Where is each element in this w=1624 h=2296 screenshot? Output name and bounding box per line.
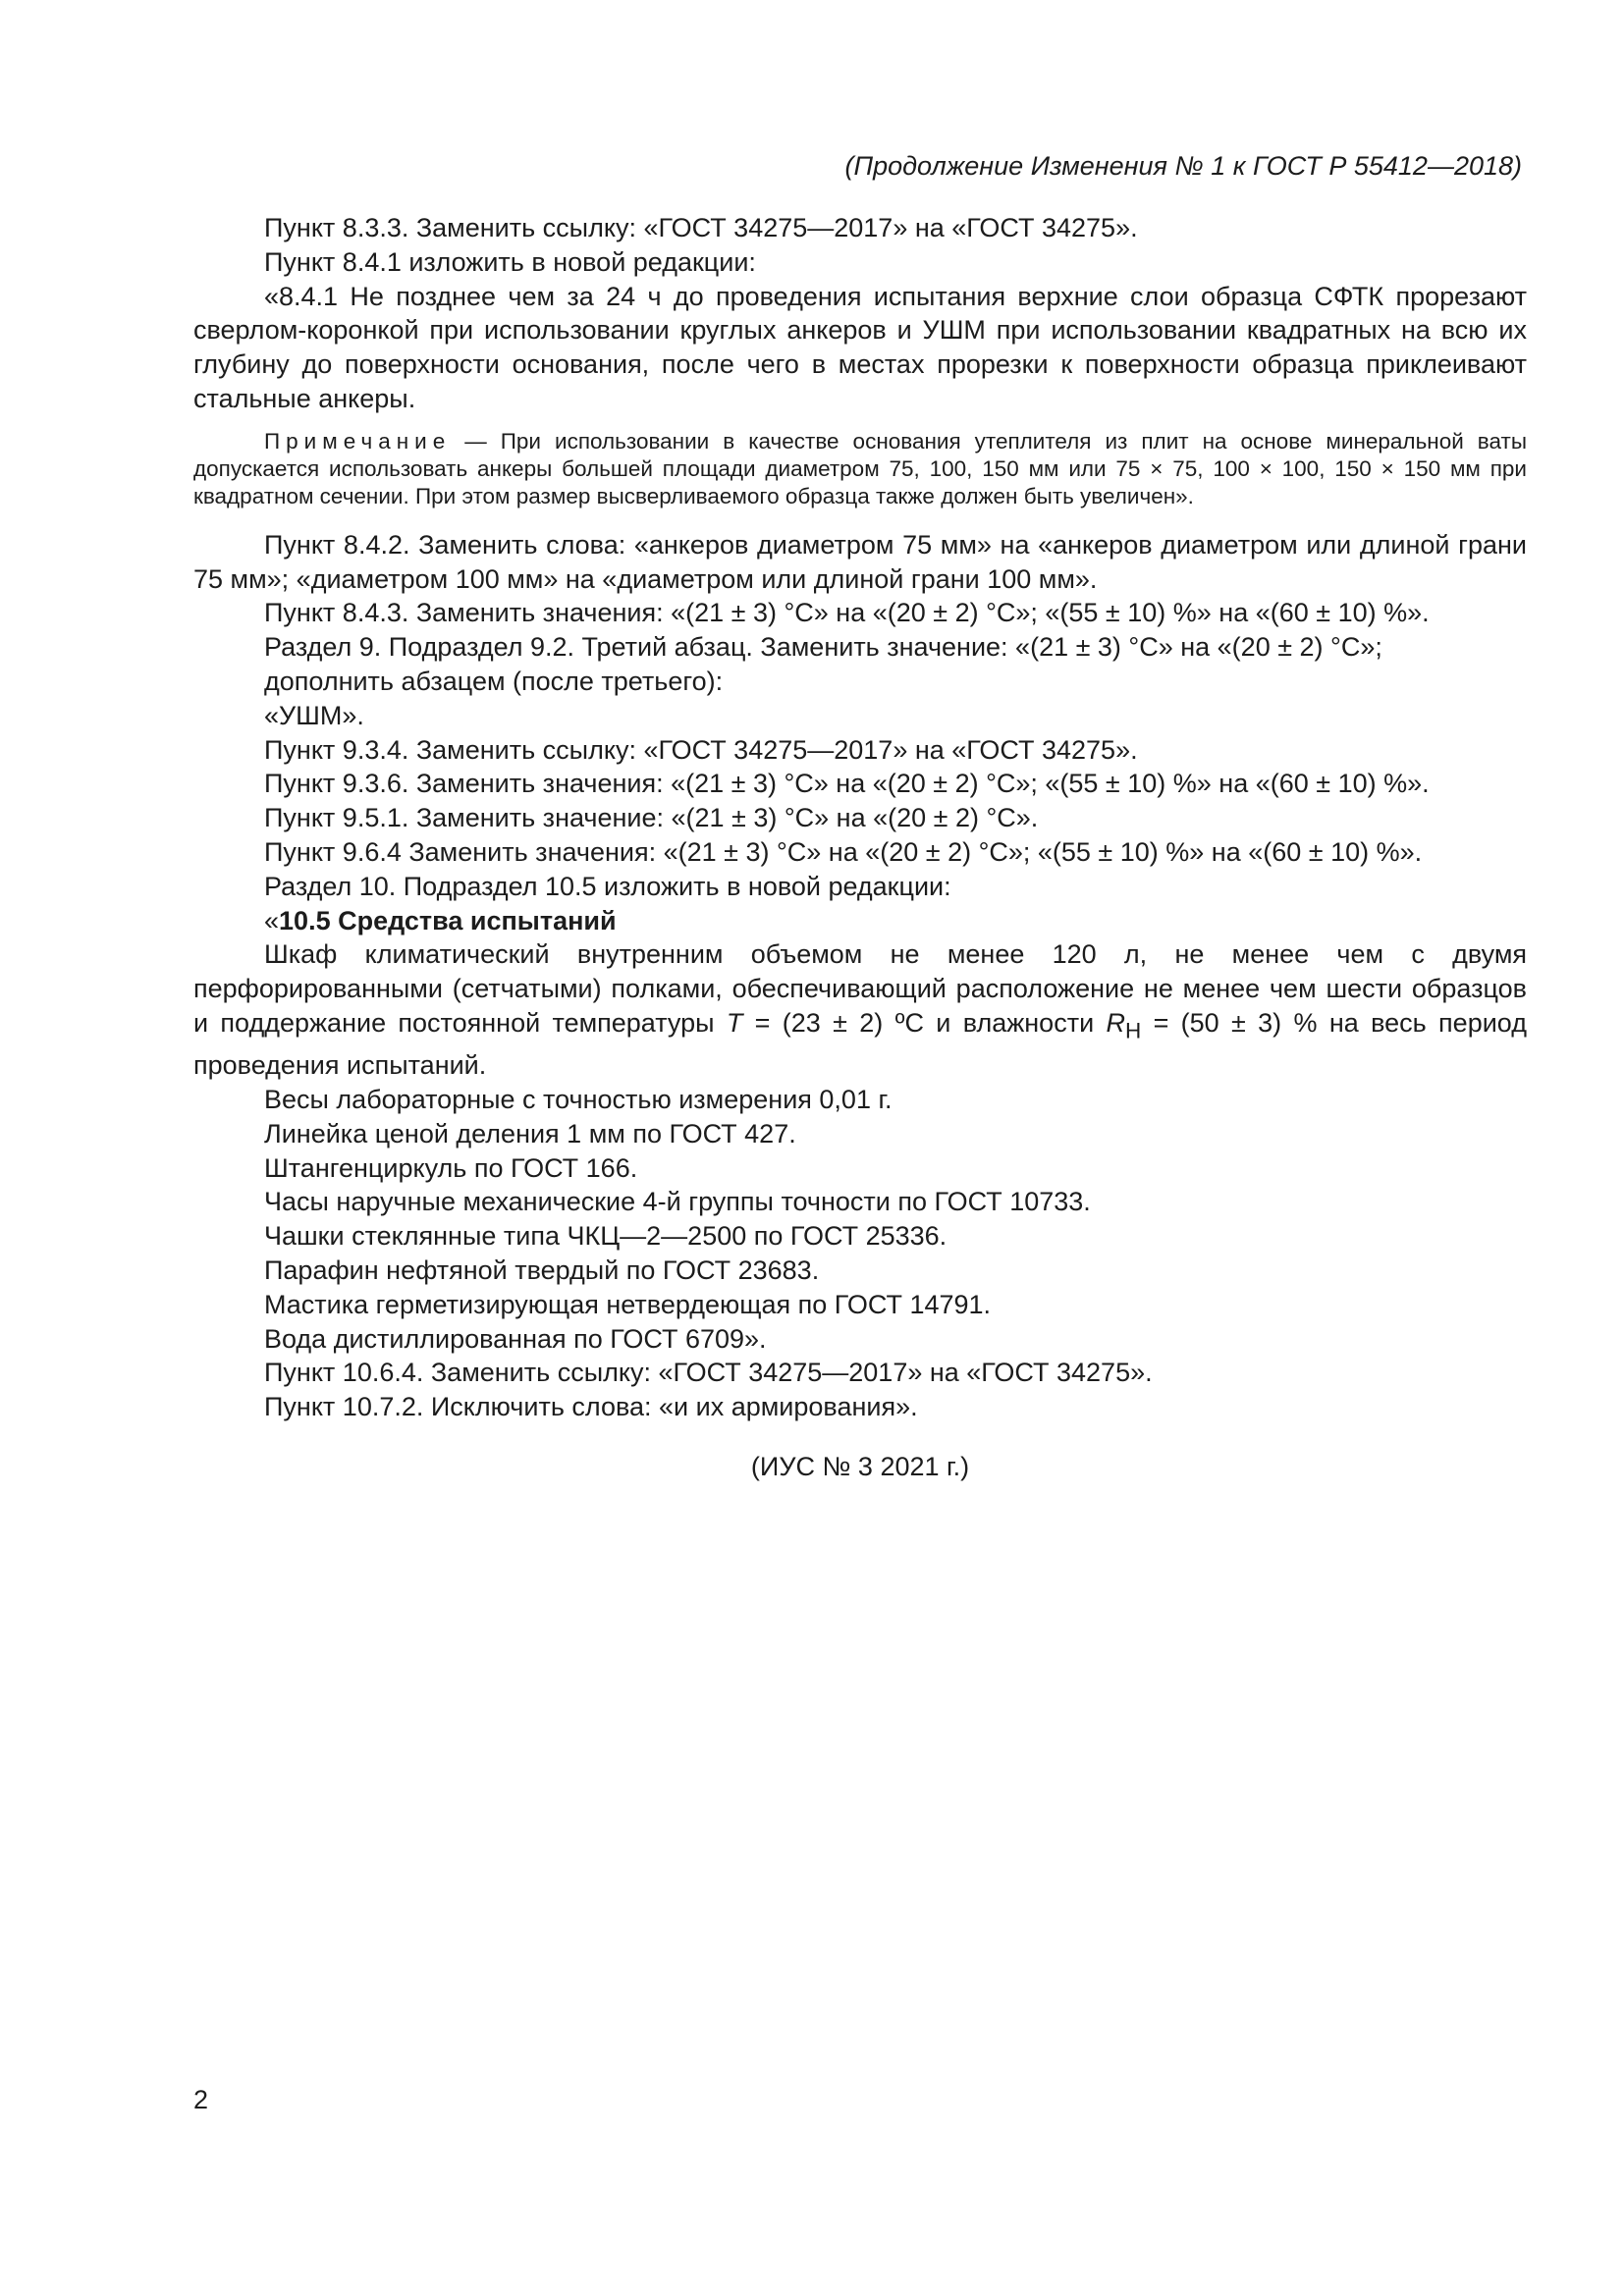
- paragraph: дополнить абзацем (после третьего):: [264, 666, 724, 696]
- symbol-humidity: R: [1106, 1007, 1125, 1038]
- paragraph: Раздел 9. Подраздел 9.2. Третий абзац. Заменить значение: «(21 ± 3) °С» на «(20 ± 2) °С»;: [264, 632, 1382, 663]
- paragraph: Пункт 9.3.6. Заменить значения: «(21 ± 3) °С» на «(20 ± 2) °С»; «(55 ± 10) %» на «(60 ± 10) %».: [264, 769, 1430, 799]
- paragraph: Весы лабораторные с точностью измерения 0,01 г.: [264, 1084, 893, 1114]
- page-number: 2: [193, 2085, 209, 2114]
- paragraph: Шкаф климатический внутренним объемом не менее 120 л, не менее чем с двумя перфорированными (сетчатыми) полками, обеспечивающий расположение не менее чем шести образцов и поддержание постоянной температуры T = (23 ± 2) ºС и влажности $R_H = (50 \pm 3)$ % на весь период проведения испытаний.: [193, 939, 1527, 1081]
- paragraph: Пункт 9.6.4 Заменить значения: «(21 ± 3) °С» на «(20 ± 2) °С»; «(55 ± 10) %» на «(60 ± 10) %».: [264, 836, 1423, 867]
- paragraph: Парафин нефтяной твердый по ГОСТ 23683.: [264, 1255, 820, 1285]
- paragraph: Пункт 8.4.2. Заменить слова: «анкеров диаметром 75 мм» на «анкеров диаметром или длиной грани 75 мм»; «диаметром 100 мм» на «диаметром или длиной грани 100 мм».: [193, 529, 1527, 594]
- paragraph: Раздел 10. Подраздел 10.5 изложить в новой редакции:: [264, 871, 951, 901]
- paragraph: «УШМ».: [264, 700, 364, 730]
- document-body: [193, 211, 1527, 1484]
- paragraph: Мастика герметизирующая нетвердеющая по ГОСТ 14791.: [264, 1289, 992, 1319]
- note: [193, 428, 1527, 510]
- paragraph: «8.4.1 Не позднее чем за 24 ч до проведения испытания верхние слои образца СФТК прорезают сверлом-коронкой при использовании круглых анкеров и УШМ при использовании квадратных на всю их глубину до поверхности основания, после чего в местах прорезки к поверхности образца приклеивают стальные анкеры.: [193, 281, 1527, 413]
- page-header: (Продолжение Изменения № 1 к ГОСТ Р 55412—2018): [844, 151, 1522, 181]
- section-heading: «10.5 Средства испытаний: [264, 905, 617, 935]
- paragraph: Пункт 8.4.1 изложить в новой редакции:: [264, 246, 756, 277]
- issue-reference: (ИУС № 3 2021 г.): [750, 1451, 970, 1481]
- paragraph: Линейка ценой деления 1 мм по ГОСТ 427.: [264, 1118, 796, 1148]
- paragraph: Пункт 10.6.4. Заменить ссылку: «ГОСТ 34275—2017» на «ГОСТ 34275».: [264, 1358, 1153, 1388]
- paragraph: Штангенциркуль по ГОСТ 166.: [264, 1152, 638, 1183]
- symbol-humidity-subscript: H: [1124, 1018, 1142, 1043]
- paragraph: Часы наручные механические 4-й группы точности по ГОСТ 10733.: [264, 1187, 1091, 1217]
- paragraph: Пункт 8.4.3. Заменить значения: «(21 ± 3) °С» на «(20 ± 2) °С»; «(55 ± 10) %» на «(60 ± 10) %».: [264, 598, 1430, 628]
- note-text: — При использовании в качестве основания утеплителя из плит на основе минеральной ваты допускается использовать анкеры большей площади диаметром 75, 100, 150 мм или 75 × 75, 100 × 100, 150 × 150 мм при квадратном сечении. При этом размер высверливаемого образца также должен быть увеличен».: [193, 428, 1527, 508]
- symbol-temperature: T: [726, 1007, 743, 1038]
- paragraph: Вода дистиллированная по ГОСТ 6709».: [264, 1323, 767, 1354]
- paragraph: Пункт 9.5.1. Заменить значение: «(21 ± 3) °С» на «(20 ± 2) °С».: [264, 803, 1039, 833]
- paragraph: Чашки стеклянные типа ЧКЦ—2—2500 по ГОСТ 25336.: [264, 1221, 947, 1252]
- note-label: Примечание: [264, 428, 452, 454]
- paragraph: Пункт 9.3.4. Заменить ссылку: «ГОСТ 34275—2017» на «ГОСТ 34275».: [264, 734, 1138, 765]
- section-title: 10.5 Средства испытаний: [279, 905, 617, 935]
- paragraph: Пункт 8.3.3. Заменить ссылку: «ГОСТ 34275—2017» на «ГОСТ 34275».: [264, 213, 1138, 242]
- paragraph: Пункт 10.7.2. Исключить слова: «и их армирования».: [264, 1392, 918, 1422]
